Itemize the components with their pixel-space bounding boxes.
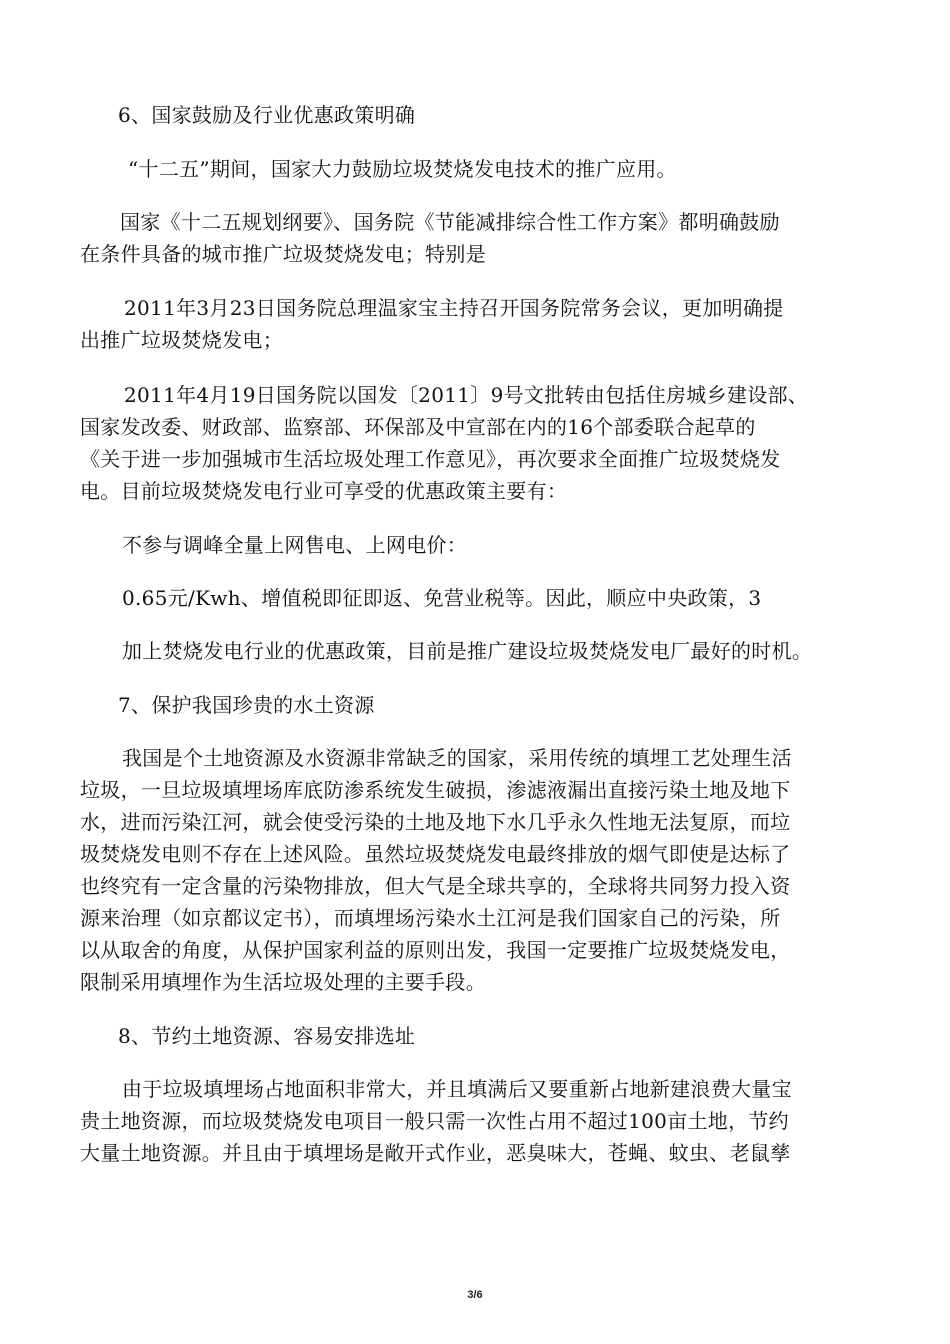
section-heading-7: 7、保护我国珍贵的水土资源 bbox=[118, 693, 375, 717]
paragraph-line: 2011年4月19日国务院以国发〔2011〕9号文批转由包括住房城乡建设部、 bbox=[124, 383, 809, 407]
paragraph-line: 在条件具备的城市推广垃圾焚烧发电；特别是 bbox=[80, 242, 486, 266]
paragraph-line: 贵土地资源，而垃圾焚烧发电项目一般只需一次性占用不超过100亩土地，节约 bbox=[80, 1109, 789, 1133]
paragraph-line: 我国是个土地资源及水资源非常缺乏的国家，采用传统的填埋工艺处理生活 bbox=[122, 746, 792, 770]
paragraph-line: 由于垃圾填埋场占地面积非常大，并且填满后又要重新占地新建浪费大量宝 bbox=[122, 1077, 792, 1101]
paragraph-line: 国家《十二五规划纲要》、国务院《节能减排综合性工作方案》都明确鼓励 bbox=[120, 210, 780, 234]
paragraph-line: 以从取舍的角度，从保护国家利益的原则出发，我国一定要推广垃圾焚烧发电， bbox=[80, 938, 791, 962]
paragraph-line: “十二五”期间，国家大力鼓励垃圾焚烧发电技术的推广应用。 bbox=[128, 157, 677, 181]
paragraph-line: 出推广垃圾焚烧发电； bbox=[80, 328, 283, 352]
paragraph-line: 加上焚烧发电行业的优惠政策，目前是推广建设垃圾焚烧发电厂最好的时机。 bbox=[122, 639, 813, 663]
page-number: 3/6 bbox=[467, 1289, 483, 1301]
paragraph-line: 源来治理（如京都议定书），而填埋场污染水土江河是我们国家自己的污染，所 bbox=[80, 906, 781, 930]
section-heading-6: 6、国家鼓励及行业优惠政策明确 bbox=[118, 103, 416, 127]
paragraph-line: 也终究有一定含量的污染物排放，但大气是全球共享的，全球将共同努力投入资 bbox=[80, 874, 791, 898]
paragraph-line: 限制采用填埋作为生活垃圾处理的主要手段。 bbox=[80, 970, 486, 994]
paragraph-line: 圾焚烧发电则不存在上述风险。虽然垃圾焚烧发电最终排放的烟气即使是达标了 bbox=[80, 842, 791, 866]
paragraph-line: 不参与调峰全量上网售电、上网电价： bbox=[122, 533, 468, 557]
section-heading-8: 8、节约土地资源、容易安排选址 bbox=[118, 1024, 416, 1048]
paragraph-line: 2011年3月23日国务院总理温家宝主持召开国务院常务会议，更加明确提 bbox=[124, 296, 784, 320]
paragraph-line: 0.65元/Kwh、增值税即征即返、免营业税等。因此，顺应中央政策，3 bbox=[122, 586, 762, 610]
paragraph-line: 大量土地资源。并且由于填埋场是敞开式作业，恶臭味大，苍蝇、蚊虫、老鼠孳 bbox=[80, 1141, 791, 1165]
paragraph-line: 国家发改委、财政部、监察部、环保部及中宣部在内的16个部委联合起草的 bbox=[80, 415, 756, 439]
paragraph-line: 垃圾，一旦垃圾填埋场库底防渗系统发生破损，渗滤液漏出直接污染土地及地下 bbox=[80, 778, 791, 802]
paragraph-line: 水，进而污染江河，就会使受污染的土地及地下水几乎永久性地无法复原，而垃 bbox=[80, 810, 791, 834]
paragraph-line: 电。目前垃圾焚烧发电行业可享受的优惠政策主要有： bbox=[80, 479, 568, 503]
paragraph-line: 《关于进一步加强城市生活垃圾处理工作意见》，再次要求全面推广垃圾焚烧发 bbox=[80, 447, 781, 471]
